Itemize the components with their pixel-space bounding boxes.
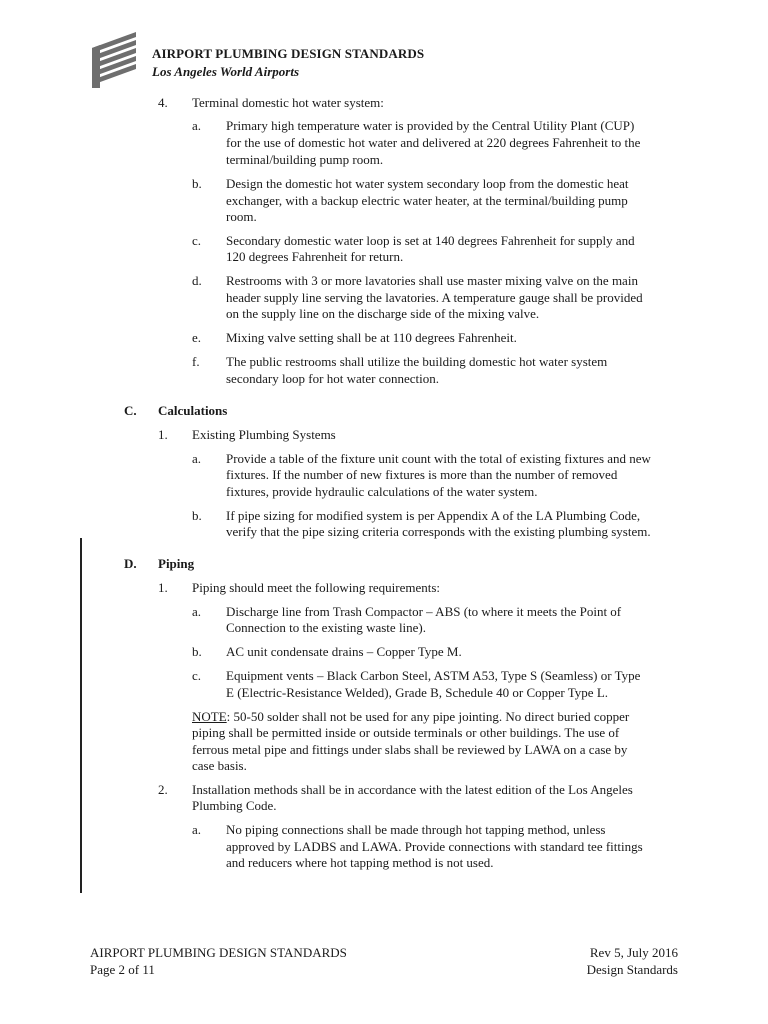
sub-item-line: secondary loop for hot water connection. (226, 371, 439, 386)
sub-item-line: Discharge line from Trash Compactor – ABS (to where it meets the Point of (226, 604, 622, 619)
note-text: : 50-50 solder shall not be used for any pipe jointing. No direct buried copper (226, 709, 630, 724)
sub-item-marker: a. (192, 604, 202, 619)
sub-item-line: on the supply line on the discharge side of the mixing valve. (226, 306, 540, 321)
sub-item-line: Equipment vents – Black Carbon Steel, ASTM A53, Type S (Seamless) or Type (226, 668, 641, 683)
sub-item-marker: b. (192, 508, 202, 523)
sub-item-marker: e. (192, 330, 202, 345)
lawa-stripes-logo-icon (90, 30, 138, 88)
sub-item-line: Primary high temperature water is provided by the Central Utility Plant (CUP) (226, 118, 635, 133)
sub-item-line: The public restrooms shall utilize the building domestic hot water system (226, 354, 608, 369)
sub-item-line: approved by LADBS and LAWA. Provide connections with standard tee fittings (226, 839, 643, 854)
sub-item-marker: f. (192, 354, 200, 369)
sub-item-marker: a. (192, 451, 202, 466)
footer-section: Design Standards (586, 962, 678, 977)
item-text: Terminal domestic hot water system: (192, 95, 384, 110)
sub-item-line: E (Electric-Resistance Welded), Grade B, Schedule 40 or Copper Type L. (226, 685, 609, 700)
sub-item-line: AC unit condensate drains – Copper Type M. (226, 644, 462, 659)
item-text: Plumbing Code. (192, 798, 277, 813)
footer-document-title: AIRPORT PLUMBING DESIGN STANDARDS (90, 945, 347, 960)
sub-item-line: If pipe sizing for modified system is per Appendix A of the LA Plumbing Code, (226, 508, 641, 523)
sub-item-line: Secondary domestic water loop is set at 140 degrees Fahrenheit for supply and (226, 233, 635, 248)
item-marker: 1. (158, 580, 168, 595)
sub-item-line: Provide a table of the fixture unit count with the total of existing fixtures and new (226, 451, 651, 466)
note-line (192, 708, 629, 725)
sub-item-marker: d. (192, 273, 202, 288)
sub-item-line: Connection to the existing waste line). (226, 620, 427, 635)
section-marker: D. (124, 556, 137, 571)
sub-item-line: header supply line serving the lavatories. A temperature gauge shall be provided (226, 290, 643, 305)
sub-item-line: fixtures. If the number of new fixtures is more than the number of removed (226, 467, 618, 482)
note-line: ferrous metal pipe and fittings under slabs shall be reviewed by LAWA on a case by (192, 742, 628, 757)
sub-item-marker: a. (192, 822, 202, 837)
sub-item-line: verify that the pipe sizing criteria corresponds with the existing plumbing system. (226, 524, 651, 539)
item-text: Existing Plumbing Systems (192, 427, 336, 442)
sub-item-line: room. (226, 209, 257, 224)
sub-item-line: No piping connections shall be made through hot tapping method, unless (226, 822, 606, 837)
section-title-calculations: Calculations (158, 403, 228, 418)
sub-item-line: and reducers where hot tapping method is not used. (226, 855, 494, 870)
item-marker: 4. (158, 95, 168, 110)
item-text: Installation methods shall be in accordance with the latest edition of the Los Angeles (192, 782, 633, 797)
sub-item-line: terminal/building pump room. (226, 152, 384, 167)
sub-item-line: Restrooms with 3 or more lavatories shall use master mixing valve on the main (226, 273, 638, 288)
header-subtitle: Los Angeles World Airports (152, 64, 299, 79)
sub-item-line: fixtures, provide hydraulic calculations of the water system. (226, 484, 538, 499)
sub-item-marker: a. (192, 118, 202, 133)
item-text: Piping should meet the following requirements: (192, 580, 441, 595)
sub-item-line: for the use of domestic hot water and delivered at 220 degrees Fahrenheit to the (226, 135, 641, 150)
footer-revision: Rev 5, July 2016 (589, 945, 678, 960)
note-line: piping shall be permitted inside or outside terminals or other buildings. The use of (192, 725, 620, 740)
section-title-piping: Piping (158, 556, 195, 571)
header-title: AIRPORT PLUMBING DESIGN STANDARDS (152, 46, 425, 61)
sub-item-line: exchanger, with a backup electric water heater, at the terminal/building pump (226, 193, 628, 208)
note-label: NOTE (192, 709, 227, 724)
sub-item-marker: c. (192, 233, 202, 248)
sub-item-marker: c. (192, 668, 202, 683)
sub-item-marker: b. (192, 644, 202, 659)
item-marker: 1. (158, 427, 168, 442)
revision-change-bar (80, 538, 82, 893)
sub-item-line: 120 degrees Fahrenheit for return. (226, 249, 404, 264)
footer-page-number: Page 2 of 11 (90, 962, 155, 977)
note-line: case basis. (192, 758, 247, 773)
section-marker: C. (124, 403, 137, 418)
sub-item-line: Mixing valve setting shall be at 110 degrees Fahrenheit. (226, 330, 517, 345)
item-marker: 2. (158, 782, 168, 797)
sub-item-marker: b. (192, 176, 202, 191)
sub-item-line: Design the domestic hot water system secondary loop from the domestic heat (226, 176, 629, 191)
